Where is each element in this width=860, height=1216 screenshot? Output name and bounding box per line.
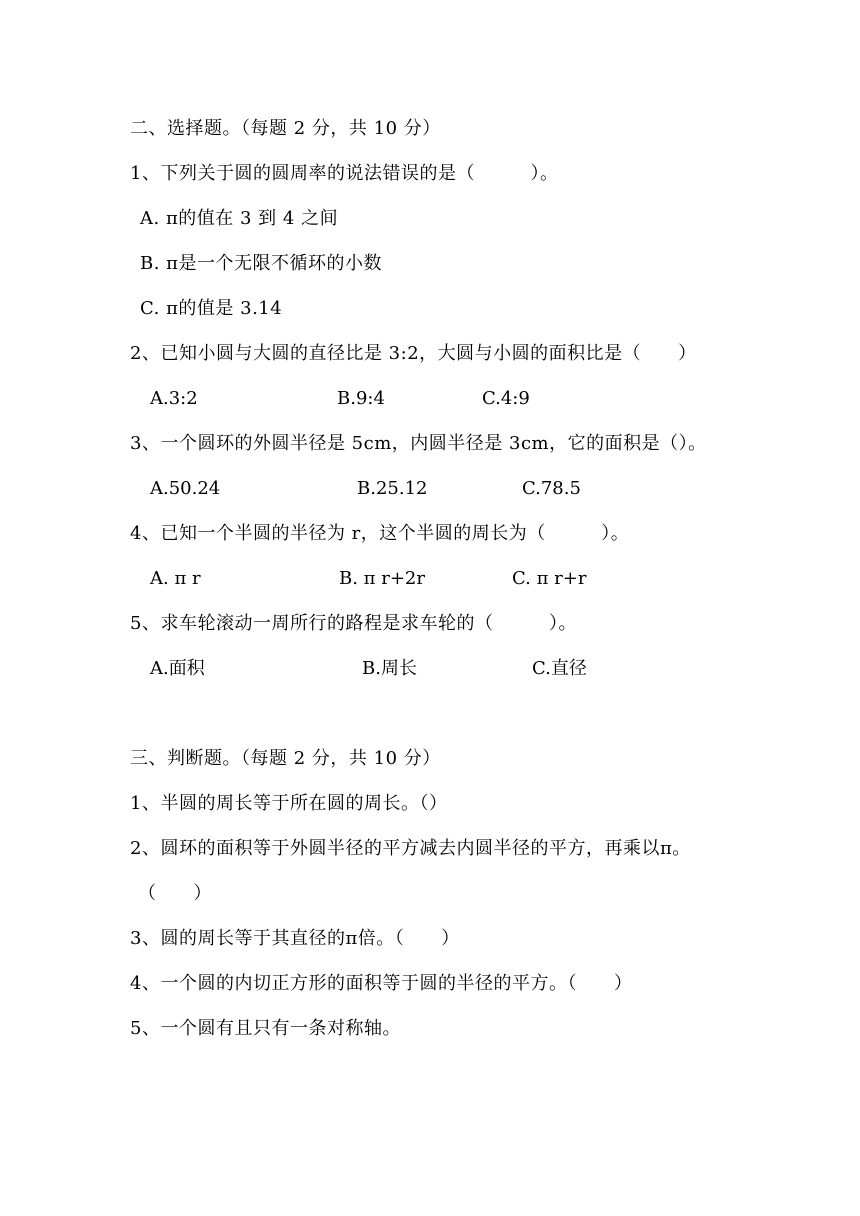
- question-4-option-c: C. π r+r: [512, 568, 587, 589]
- section3-heading: 三、判断题。（每题 2 分，共 10 分）: [130, 748, 441, 769]
- question-3-option-b: B.25.12: [357, 478, 428, 499]
- question-4-option-a: A. π r: [150, 568, 201, 589]
- question-1-option-c: C. π的值是 3.14: [140, 298, 283, 319]
- judgment-1: 1、半圆的周长等于所在圆的周长。（）: [130, 793, 448, 814]
- question-5-option-b: B.周长: [362, 658, 417, 679]
- judgment-3: 3、圆的周长等于其直径的π倍。（ ）: [130, 928, 460, 949]
- judgment-2: 2、圆环的面积等于外圆半径的平方减去内圆半径的平方，再乘以π。: [130, 838, 691, 859]
- question-5-option-a: A.面积: [150, 658, 205, 679]
- question-5-stem: 5、求车轮滚动一周所行的路程是求车轮的（ ）。: [130, 613, 577, 634]
- question-4-option-b: B. π r+2r: [339, 568, 425, 589]
- judgment-5: 5、一个圆有且只有一条对称轴。: [130, 1018, 401, 1039]
- question-1-option-a: A. π的值在 3 到 4 之间: [140, 208, 339, 229]
- question-3-option-c: C.78.5: [522, 478, 581, 499]
- question-4-stem: 4、已知一个半圆的半径为 r，这个半圆的周长为（ ）。: [130, 523, 630, 544]
- question-1-option-b: B. π是一个无限不循环的小数: [140, 253, 382, 274]
- question-3-stem: 3、一个圆环的外圆半径是 5cm，内圆半径是 3cm，它的面积是（）。: [130, 433, 707, 454]
- question-2-stem: 2、已知小圆与大圆的直径比是 3:2，大圆与小圆的面积比是（ ）: [130, 343, 697, 364]
- question-3-option-a: A.50.24: [150, 478, 221, 499]
- judgment-2-paren: （ ）: [138, 883, 212, 904]
- question-2-option-b: B.9:4: [337, 388, 385, 409]
- question-2-option-a: A.3:2: [150, 388, 198, 409]
- judgment-4: 4、一个圆的内切正方形的面积等于圆的半径的平方。（ ）: [130, 973, 633, 994]
- question-2-option-c: C.4:9: [482, 388, 530, 409]
- question-1-stem: 1、下列关于圆的圆周率的说法错误的是（ ）。: [130, 163, 559, 184]
- section2-heading: 二、选择题。（每题 2 分，共 10 分）: [130, 118, 441, 139]
- question-5-option-c: C.直径: [532, 658, 587, 679]
